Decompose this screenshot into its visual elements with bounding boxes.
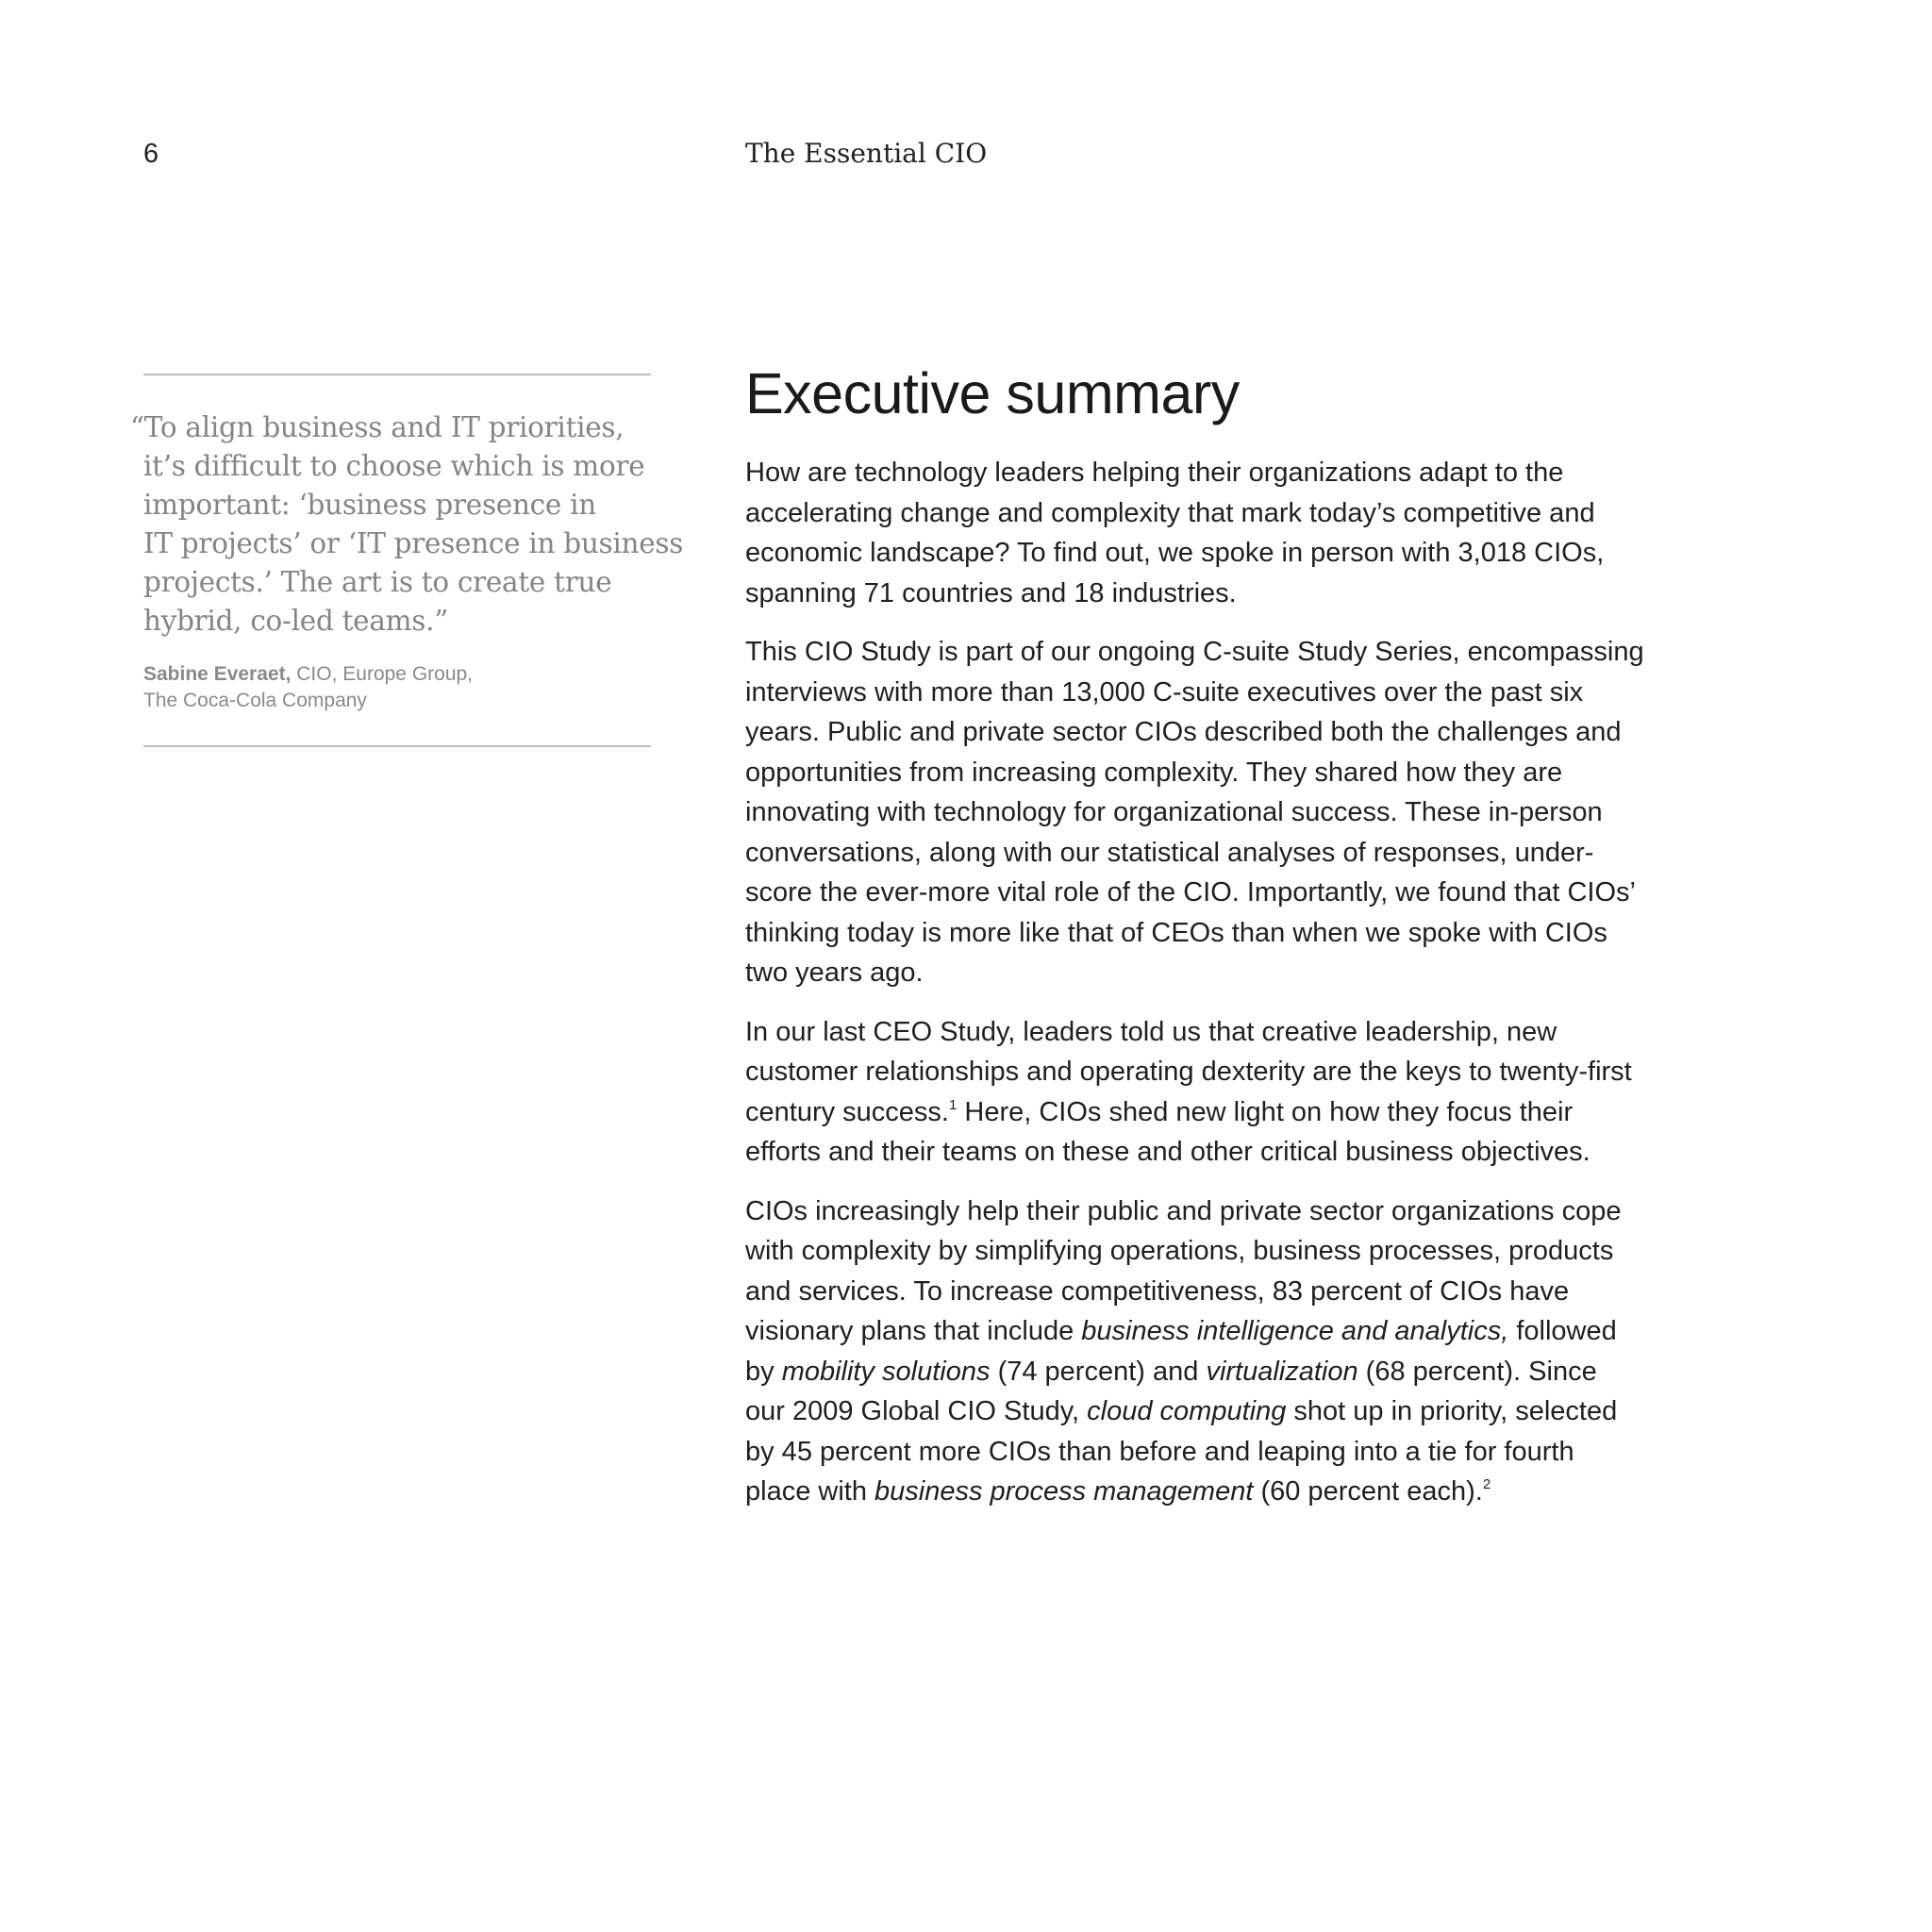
emphasis-term: cloud computing <box>1087 1396 1287 1426</box>
text-run: shot up in priority, selected <box>1286 1396 1618 1426</box>
text-run: Here, CIOs shed new light on how they focus their <box>957 1096 1574 1127</box>
text-line: CIOs increasingly help their public and private sector organizations cope <box>745 1195 1622 1226</box>
text-line: years. Public and private sector CIOs described both the challenges and <box>745 717 1622 747</box>
body-paragraph-4 <box>745 1191 1670 1512</box>
text-run: (68 percent). Since <box>1357 1356 1597 1387</box>
emphasis-term: virtualization <box>1206 1356 1358 1387</box>
emphasis-term: mobility solutions <box>781 1356 991 1387</box>
text-line: efforts and their teams on these and other critical business objectives. <box>745 1137 1591 1167</box>
text-line: conversations, along with our statistical analyses of responses, under- <box>745 837 1594 868</box>
main-content <box>745 358 1670 1531</box>
footnote-ref-1: 1 <box>948 1096 958 1113</box>
text-line <box>745 1391 1670 1432</box>
emphasis-term: business intelligence and analytics, <box>1081 1316 1509 1346</box>
text-line: opportunities from increasing complexity. They shared how they are <box>745 757 1563 788</box>
text-line: thinking today is more like that of CEOs than when we spoke with CIOs <box>745 917 1607 948</box>
body-paragraph-2 <box>745 632 1670 993</box>
quote-line: “To align business and IT priorities, <box>130 411 625 443</box>
quote-attribution <box>143 661 651 714</box>
text-line: with complexity by simplifying operations, business processes, products <box>745 1236 1614 1266</box>
text-line: economic landscape? To find out, we spoke in person with 3,018 CIOs, <box>745 538 1605 568</box>
text-run: place with <box>745 1476 875 1507</box>
text-line: customer relationships and operating dexterity are the keys to twenty-first <box>745 1057 1632 1087</box>
text-line <box>745 1311 1670 1352</box>
text-line: innovating with technology for organizational success. These in-person <box>745 797 1603 827</box>
text-line: How are technology leaders helping their organizations adapt to the <box>745 458 1564 488</box>
footnote-ref-2: 2 <box>1482 1476 1491 1492</box>
bottom-divider <box>143 745 651 747</box>
quote-line: hybrid, co-led teams.” <box>143 605 448 637</box>
quote-line: IT projects’ or ‘IT presence in business <box>143 527 684 559</box>
running-title: The Essential CIO <box>745 138 988 169</box>
text-line: by 45 percent more CIOs than before and leaping into a tie for fourth <box>745 1436 1574 1467</box>
text-run: our 2009 Global CIO Study, <box>745 1396 1088 1426</box>
body-paragraph-1 <box>745 453 1670 613</box>
text-run: visionary plans that include <box>745 1316 1082 1346</box>
text-line: In our last CEO Study, leaders told us that creative leadership, new <box>745 1016 1557 1047</box>
quote-line: it’s difficult to choose which is more <box>143 450 645 482</box>
text-run: followed <box>1508 1316 1617 1346</box>
attribution-name: Sabine Everaet, <box>143 663 291 685</box>
page-number: 6 <box>143 139 159 169</box>
text-run: by <box>745 1356 782 1387</box>
emphasis-term: business process management <box>874 1476 1254 1507</box>
text-line <box>745 1352 1670 1392</box>
text-line: accelerating change and complexity that mark today’s competitive and <box>745 497 1595 528</box>
sidebar-pullquote <box>130 374 684 747</box>
pull-quote <box>130 408 684 641</box>
text-line: and services. To increase competitiveness, 83 percent of CIOs have <box>745 1275 1570 1307</box>
section-heading: Executive summary <box>745 361 1240 425</box>
text-line <box>745 1472 1670 1512</box>
text-line: spanning 71 countries and 18 industries. <box>745 577 1237 608</box>
text-line: This CIO Study is part of our ongoing C-suite Study Series, encompassing <box>745 637 1644 667</box>
body-paragraph-3 <box>745 1012 1670 1173</box>
top-divider <box>143 374 651 375</box>
text-line <box>745 1092 1670 1133</box>
text-run: (60 percent each). <box>1253 1476 1483 1507</box>
quote-line: important: ‘business presence in <box>143 489 596 521</box>
text-line: score the ever-more vital role of the CIO. Importantly, we found that CIOs’ <box>745 877 1636 908</box>
text-line: two years ago. <box>745 958 924 988</box>
attribution-role: CIO, Europe Group, <box>296 663 474 685</box>
text-run: century success. <box>745 1096 949 1127</box>
attribution-company: The Coca-Cola Company <box>143 690 367 711</box>
text-run: (74 percent) and <box>990 1356 1207 1387</box>
text-line: interviews with more than 13,000 C-suite executives over the past six <box>745 676 1584 708</box>
quote-line: projects.’ The art is to create true <box>143 566 612 598</box>
